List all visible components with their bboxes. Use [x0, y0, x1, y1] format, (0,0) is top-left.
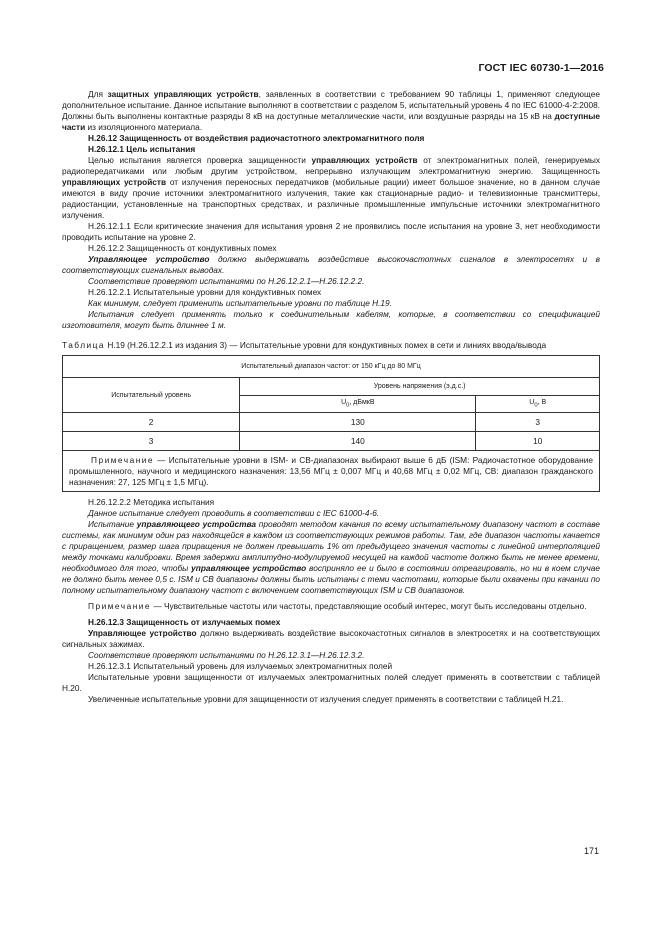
clause-heading: Н.26.12.2.2 Методика испытания	[88, 497, 215, 507]
level-header-cell: Испытательный уровень	[63, 378, 240, 413]
text-run: должно выдерживать воздействие высокочастотных сигналов в электросетях и на соответствующих сигнальных зажимах.	[62, 628, 601, 649]
table-note-cell	[63, 451, 600, 492]
table-row	[63, 432, 600, 451]
paragraph: Как минимум, следует применить испытательные уровни по таблице Н.19.	[88, 298, 392, 308]
clause-heading: Н.26.12.2.1 Испытательные уровни для кондуктивных помех	[88, 287, 322, 297]
u-symbol: U	[341, 398, 347, 406]
text-run: Испытание	[88, 519, 137, 529]
paragraph	[62, 155, 600, 221]
compliance-statement: Соответствие проверяют испытаниями по Н.26.12.3.1—Н.26.12.3.2.	[88, 650, 365, 660]
unit-label: , В	[537, 398, 547, 406]
defined-term: доступные части	[62, 111, 600, 132]
text-run: от излучения переносных передатчиков (мобильные рации) имеет большое значение, но в данном случае имеются в виду прочие источники электромагнитного излучения, такие как стационарные радио- и телевизионные трансмиттеры, радиостанции, установленные на транспортных средствах, и различные промышленные импульсные источники электромагнитного излучения.	[62, 177, 600, 220]
frequency-range-cell: Испытательный диапазон частот: от 150 кГц до 80 МГц	[63, 356, 600, 378]
defined-term: Управляющее устройство	[88, 628, 197, 638]
u-subscript: 0	[346, 402, 350, 409]
paragraph: Увеличенные испытательные уровни для защищенности от излучения следует применять в соответствии с таблицей Н.21.	[88, 694, 564, 704]
dbuv-cell: 140	[240, 432, 476, 451]
note-text: — Чувствительные частоты или частоты, представляющие особый интерес, могут быть исследованы отдельно.	[151, 601, 587, 611]
defined-term: управляющее устройство	[191, 563, 307, 573]
defined-term: управляющего устройства	[136, 519, 256, 529]
paragraph: Испытания следует применять только к соединительным кабелям, которые, в соответствии со спецификацией изготовителя, могут быть длиннее 1 м.	[62, 309, 600, 330]
unit-label: , дБмкВ	[349, 398, 375, 406]
clause-heading: Н.26.12.2 Защищенность от кондуктивных помех	[88, 243, 277, 253]
spacer	[62, 331, 600, 340]
note-paragraph	[62, 601, 600, 612]
text-run: от электромагнитных полей, генерируемых радиопередатчиками или любым другим устройством, непрерывно излучающим электромагнитную энергию. Защищенность	[62, 155, 601, 176]
level-cell: 3	[63, 432, 240, 451]
dbuv-cell: 130	[240, 413, 476, 432]
note-label: Примечание	[91, 455, 155, 465]
table-row	[63, 413, 600, 432]
voltage-header-cell: Уровень напряжения (э.д.с.)	[240, 378, 600, 396]
levels-table	[62, 355, 600, 492]
paragraph	[62, 254, 600, 276]
text-run: из изоляционного материала.	[85, 122, 203, 132]
text-run: должно выдерживать воздействие высокочастотных сигналов в электросетях и в соответствующих сигнальных выводах.	[62, 254, 601, 275]
table-caption-label: Таблица	[62, 340, 106, 350]
defined-term: управляющих устройств	[62, 177, 167, 187]
text-run: Целью испытания является проверка защищенности	[88, 155, 312, 165]
u-symbol: U	[529, 398, 535, 406]
paragraph: Испытательные уровни защищенности от излучаемых электромагнитных полей следует применять в соответствии с таблицей Н.20.	[62, 672, 600, 693]
u-subscript: 0	[534, 402, 538, 409]
level-cell: 2	[63, 413, 240, 432]
volt-header-cell	[476, 396, 600, 413]
table-caption-text: Н.19 (Н.26.12.2.1 из издания 3) — Испытательные уровни для кондуктивных помех в сети и линиях ввода/вывода	[105, 340, 547, 350]
page-number: 171	[583, 846, 599, 856]
text-run: восприняло ее и было в состоянии отреагировать, но ни в коем случае не должно быть менее 0,5 с. ISM и CB диапазоны должны быть испытаны с теми частотами, которые были охвачены при качании по полному испытательному диапазону частот с включением соответствующих ISM и CB диапазонов.	[62, 563, 600, 595]
note-label: Примечание	[88, 601, 152, 611]
dbuv-header-cell	[240, 396, 476, 413]
text-run: Для	[88, 89, 108, 99]
compliance-statement: Соответствие проверяют испытаниями по Н.26.12.2.1—Н.26.12.2.2.	[88, 276, 365, 286]
volt-cell: 10	[476, 432, 600, 451]
text-run: , заявленных в соответствии с требованием 90 таблицы 1, применяют следующее дополнительное испытание. Данное испытание выполняют в соответствии с разделом 5, испытательный уровень 4 по IEC 61000-4-2:2008. Должны быть выполнены контактные разряды 8 кВ на доступные металлические части, или воздушные разряды на 15 кВ на	[62, 89, 600, 121]
table-caption	[62, 340, 600, 351]
text-run: проводят методом качания по всему испытательному диапазону частот в составе системы, как минимум один раз находящейся в каждом из соответствующих режимов работы. Там, где диапазон частоты качается с приращением, размер шага приращения не должен превышать 1% от предыдущего значения частоты с линейной интерполяцией между точками калибровки. Время задержки амплитудно-модулируемой несущей на каждой частоте должно быть не менее времени, необходимого для того, чтобы	[62, 519, 600, 573]
clause-heading: Н.26.12.3.1 Испытательный уровень для излучаемых электромагнитных полей	[88, 661, 393, 671]
section-heading: Н.26.12 Защищенность от воздействия радиочастотного электромагнитного поля	[88, 133, 425, 143]
paragraph	[62, 519, 600, 596]
defined-term: управляющих устройств	[311, 155, 418, 165]
paragraph	[62, 89, 600, 133]
defined-term: Управляющее устройство	[88, 254, 210, 264]
note-text: — Испытательные уровни в ISM- и CB-диапазонах выбирают выше 6 дБ (ISM: Радиочастотное оборудование промышленного, научного и медицинского назначения: 13,56 МГц ± 0,007 МГц и 40,68 МГц ± 0,02 МГц, CB: диапазон гражданского назначения: 27, 125 МГц ± 1,5 МГц).	[69, 455, 593, 487]
volt-cell: 3	[476, 413, 600, 432]
subsection-heading: Н.26.12.1 Цель испытания	[88, 144, 196, 154]
defined-term: защитных управляющих устройств	[107, 89, 259, 99]
standard-header: ГОСТ IEC 60730-1—2016	[478, 62, 604, 74]
paragraph	[62, 628, 600, 650]
subsection-heading: Н.26.12.3 Защищенность от излучаемых помех	[88, 617, 281, 627]
paragraph: Н.26.12.1.1 Если критические значения для испытания уровня 2 не проявились после испытания на уровне 3, нет необходимости проводить испытание на уровне 2.	[62, 221, 600, 242]
page-content	[62, 89, 600, 705]
paragraph: Данное испытание следует проводить в соответствии с IEC 61000-4-6.	[88, 508, 380, 518]
